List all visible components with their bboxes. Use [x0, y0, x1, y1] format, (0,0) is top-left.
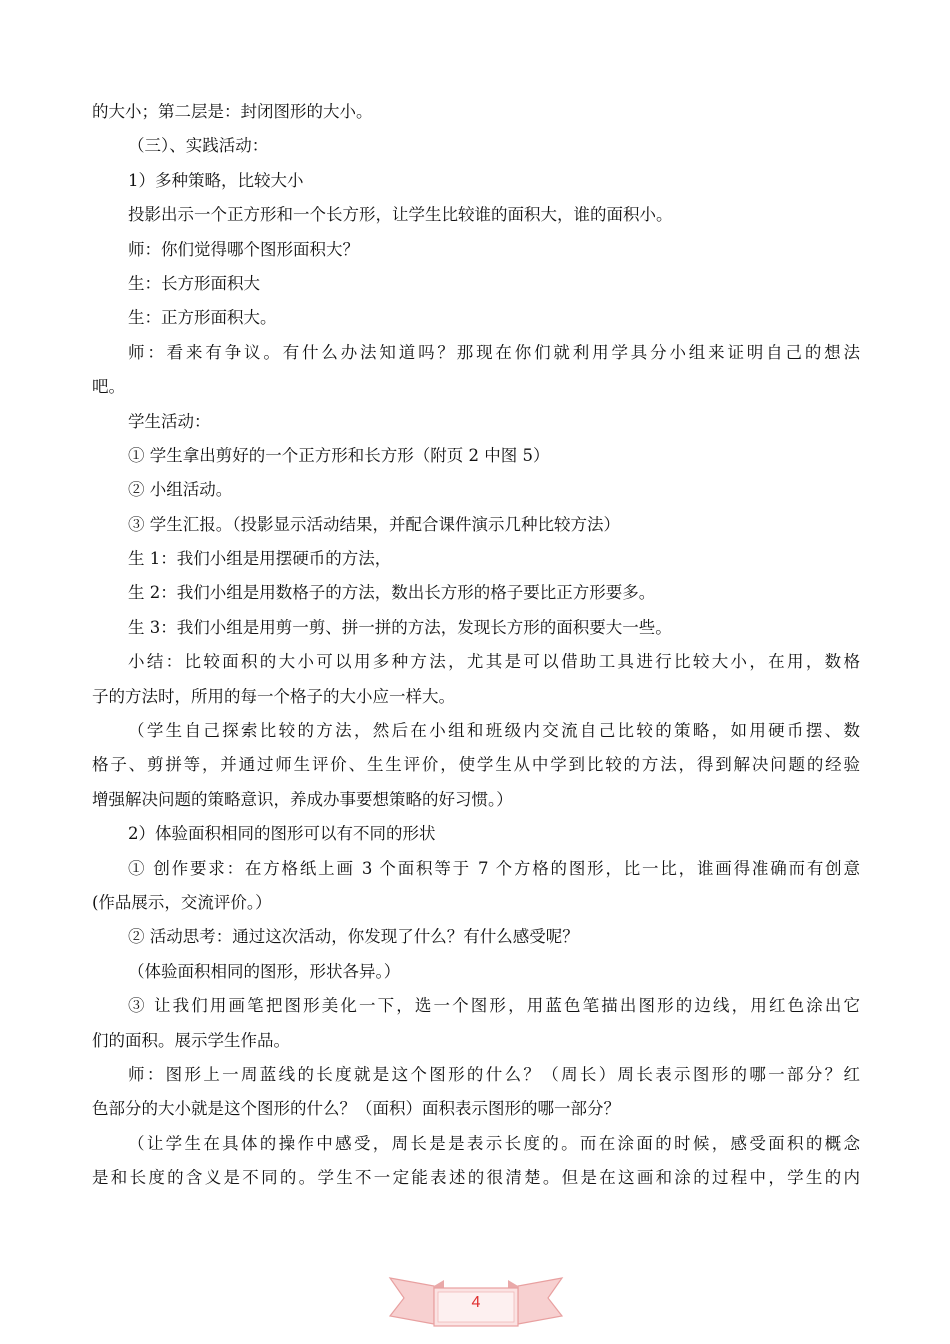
text-line: (作品展示，交流评价。） — [92, 892, 272, 912]
text-line: ② 活动思考：通过这次活动，你发现了什么？有什么感受呢？ — [128, 927, 579, 947]
text-line: ③ 让我们用画笔把图形美化一下，选一个图形，用蓝色笔描出图形的边线，用红色涂出它 — [128, 996, 860, 1016]
text-line: 学生活动： — [128, 411, 211, 431]
text-line: 增强解决问题的策略意识，养成办事要想策略的好习惯。） — [92, 789, 513, 809]
text-line: 生：长方形面积大 — [128, 273, 260, 293]
text-line: ① 创作要求：在方格纸上画 3 个面积等于 7 个方格的图形，比一比，谁画得准确而有创意 — [128, 858, 860, 878]
text-line: 的大小；第二层是：封闭图形的大小。 — [92, 102, 373, 121]
text-line: ② 小组活动。 — [128, 480, 233, 500]
text-line: 色部分的大小就是这个图形的什么？（面积）面积表示图形的哪一部分？ — [92, 1099, 620, 1119]
text-line: 生：正方形面积大。 — [128, 308, 277, 328]
text-line: 师：看来有争议。有什么办法知道吗？那现在你们就利用学具分小组来证明自己的想法 — [128, 342, 860, 362]
text-line: 生 1：我们小组是用摆硬币的方法， — [128, 549, 392, 569]
text-line: 吧。 — [92, 377, 125, 397]
text-line: 师：你们觉得哪个图形面积大？ — [128, 239, 359, 259]
page-number: 4 — [471, 1294, 481, 1311]
text-line: 生 2：我们小组是用数格子的方法，数出长方形的格子要比正方形要多。 — [128, 583, 656, 603]
text-line: 1）多种策略，比较大小 — [128, 170, 304, 190]
text-line: 是和长度的含义是不同的。学生不一定能表述的很清楚。但是在这画和涂的过程中，学生的内 — [92, 1168, 860, 1188]
text-line: 子的方法时，所用的每一个格子的大小应一样大。 — [92, 686, 455, 706]
text-line: （让学生在具体的操作中感受，周长是是表示长度的。而在涂面的时候，感受面积的概念 — [128, 1133, 860, 1153]
text-line: 师：图形上一周蓝线的长度就是这个图形的什么？（周长）周长表示图形的哪一部分？红 — [128, 1064, 860, 1084]
text-line: 格子、剪拼等，并通过师生评价、生生评价，使学生从中学到比较的方法，得到解决问题的经验 — [92, 755, 860, 775]
page-footer — [388, 1272, 564, 1330]
text-line: 们的面积。展示学生作品。 — [92, 1030, 290, 1050]
text-line: 投影出示一个正方形和一个长方形，让学生比较谁的面积大，谁的面积小。 — [128, 205, 673, 225]
text-line: 生 3：我们小组是用剪一剪、拼一拼的方法，发现长方形的面积要大一些。 — [128, 617, 672, 637]
text-line: （体验面积相同的图形，形状各异。） — [128, 961, 401, 981]
text-line: （学生自己探索比较的方法，然后在小组和班级内交流自己比较的策略，如用硬币摆、数 — [128, 721, 860, 741]
text-line: ③ 学生汇报。（投影显示活动结果，并配合课件演示几种比较方法） — [128, 514, 620, 534]
text-line: ① 学生拿出剪好的一个正方形和长方形（附页 2 中图 5） — [128, 445, 550, 465]
text-line: （三）、实践活动： — [128, 136, 269, 156]
text-line: 小结：比较面积的大小可以用多种方法，尤其是可以借助工具进行比较大小，在用，数格 — [128, 652, 860, 672]
text-line: 2）体验面积相同的图形可以有不同的形状 — [128, 824, 436, 844]
document-body — [92, 95, 860, 1196]
